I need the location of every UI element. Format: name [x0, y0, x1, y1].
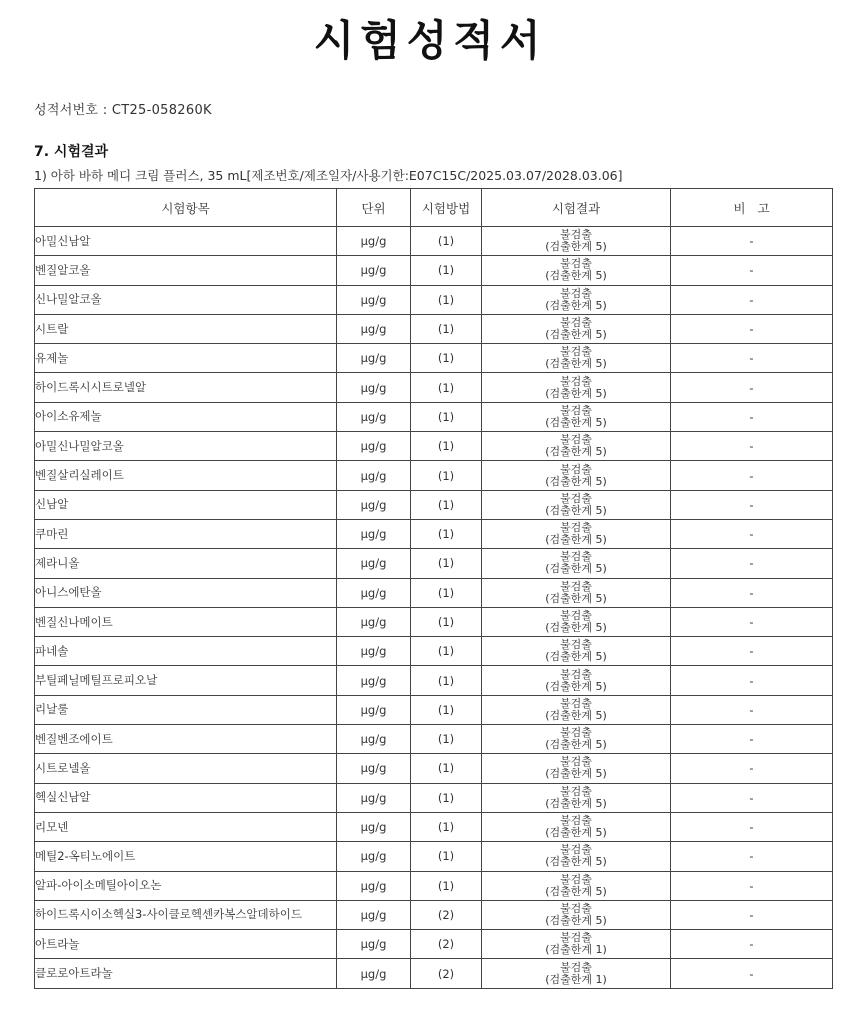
- detection-limit: (검출한계 5): [545, 357, 607, 371]
- unit-cell: μg/g: [337, 930, 411, 959]
- test-item-cell: 아밀신나밀알코올: [35, 432, 337, 461]
- remark-cell: -: [671, 871, 833, 900]
- result-cell: [482, 373, 671, 402]
- table-row: [35, 754, 833, 783]
- method-cell: (1): [411, 373, 482, 402]
- unit-cell: μg/g: [337, 607, 411, 636]
- detection-limit: (검출한계 5): [545, 767, 607, 781]
- result-cell: [482, 725, 671, 754]
- header-result: 시험결과: [482, 189, 671, 227]
- method-cell: (1): [411, 256, 482, 285]
- table-row: [35, 959, 833, 988]
- result-value: 불검출: [560, 843, 592, 857]
- result-cell: [482, 578, 671, 607]
- result-value: 불검출: [560, 784, 592, 798]
- method-cell: (1): [411, 490, 482, 519]
- result-cell: [482, 666, 671, 695]
- unit-cell: μg/g: [337, 461, 411, 490]
- method-cell: (1): [411, 344, 482, 373]
- unit-cell: μg/g: [337, 432, 411, 461]
- detection-limit: (검출한계 5): [545, 621, 607, 634]
- remark-cell: -: [671, 344, 833, 373]
- result-value: 불검출: [560, 726, 592, 740]
- test-item-cell: 벤질벤조에이트: [35, 725, 337, 754]
- table-row: [35, 871, 833, 900]
- detection-limit: (검출한계 5): [545, 708, 607, 722]
- remark-cell: -: [671, 519, 833, 548]
- detection-limit: (검출한계 5): [545, 503, 607, 517]
- table-row: [35, 783, 833, 812]
- remark-cell: -: [671, 490, 833, 519]
- unit-cell: μg/g: [337, 695, 411, 724]
- result-cell: [482, 695, 671, 724]
- table-row: [35, 256, 833, 285]
- section-title: 7. 시험결과: [34, 144, 109, 160]
- method-cell: (1): [411, 783, 482, 812]
- header-method: 시험방법: [411, 189, 482, 227]
- detection-limit: (검출한계 5): [545, 445, 607, 459]
- method-cell: (1): [411, 666, 482, 695]
- test-item-cell: 알파-아이소메틸아이오논: [35, 871, 337, 900]
- result-cell: [482, 402, 671, 431]
- detection-limit: (검출한계 5): [545, 328, 607, 342]
- detection-limit: (검출한계 1): [545, 972, 607, 986]
- table-row: [35, 930, 833, 959]
- remark-cell: -: [671, 812, 833, 841]
- result-value: 불검출: [560, 521, 592, 535]
- unit-cell: μg/g: [337, 637, 411, 666]
- test-item-cell: 아니스에탄올: [35, 578, 337, 607]
- remark-cell: -: [671, 432, 833, 461]
- header-unit: 단위: [337, 189, 411, 227]
- detection-limit: (검출한계 5): [545, 913, 607, 927]
- product-line: 1) 아하 바하 메디 크림 플러스, 35 mL[제조번호/제조일자/사용기한:E07C15C/2025.03.07/2028.03.06]: [34, 168, 623, 183]
- table-row: [35, 432, 833, 461]
- unit-cell: μg/g: [337, 666, 411, 695]
- remark-cell: -: [671, 461, 833, 490]
- result-value: 불검출: [560, 609, 592, 622]
- result-cell: [482, 871, 671, 900]
- test-item-cell: 쿠마린: [35, 519, 337, 548]
- test-item-cell: 파네솔: [35, 637, 337, 666]
- test-item-cell: 하이드록시이소헥실3-사이클로헥센카복스알데하이드: [35, 900, 337, 929]
- test-item-cell: 리날룰: [35, 695, 337, 724]
- unit-cell: μg/g: [337, 783, 411, 812]
- table-row: [35, 549, 833, 578]
- remark-cell: -: [671, 227, 833, 256]
- result-value: 불검출: [560, 374, 592, 388]
- test-item-cell: 하이드록시시트로넬알: [35, 373, 337, 402]
- test-item-cell: 제라니올: [35, 549, 337, 578]
- remark-cell: -: [671, 725, 833, 754]
- test-item-cell: 벤질살리실레이트: [35, 461, 337, 490]
- unit-cell: μg/g: [337, 227, 411, 256]
- method-cell: (1): [411, 227, 482, 256]
- unit-cell: μg/g: [337, 344, 411, 373]
- table-row: [35, 666, 833, 695]
- test-item-cell: 클로로아트라놀: [35, 959, 337, 988]
- unit-cell: μg/g: [337, 402, 411, 431]
- result-cell: [482, 490, 671, 519]
- result-cell: [482, 637, 671, 666]
- remark-cell: -: [671, 695, 833, 724]
- document-title: 시험성적서: [313, 16, 547, 65]
- result-value: 불검출: [560, 931, 592, 945]
- table-row: [35, 607, 833, 636]
- remark-cell: -: [671, 607, 833, 636]
- remark-cell: -: [671, 637, 833, 666]
- remark-cell: -: [671, 930, 833, 959]
- test-item-cell: 시트랄: [35, 314, 337, 343]
- header-item: 시험항목: [35, 189, 337, 227]
- method-cell: (2): [411, 930, 482, 959]
- detection-limit: (검출한계 5): [545, 298, 607, 312]
- test-item-cell: 벤질알코올: [35, 256, 337, 285]
- detection-limit: (검출한계 5): [545, 474, 607, 488]
- unit-cell: μg/g: [337, 519, 411, 548]
- remark-cell: -: [671, 373, 833, 402]
- result-value: 불검출: [560, 316, 592, 330]
- result-cell: [482, 519, 671, 548]
- unit-cell: μg/g: [337, 578, 411, 607]
- table-row: [35, 344, 833, 373]
- detection-limit: (검출한계 5): [545, 826, 607, 840]
- table-row: [35, 314, 833, 343]
- result-cell: [482, 461, 671, 490]
- result-value: 불검출: [560, 638, 592, 652]
- unit-cell: μg/g: [337, 725, 411, 754]
- test-item-cell: 아이소유제놀: [35, 402, 337, 431]
- remark-cell: -: [671, 402, 833, 431]
- result-cell: [482, 754, 671, 783]
- result-cell: [482, 959, 671, 988]
- result-value: 불검출: [560, 667, 592, 681]
- results-table: [34, 188, 833, 989]
- detection-limit: (검출한계 5): [545, 415, 607, 429]
- method-cell: (1): [411, 871, 482, 900]
- table-row: [35, 227, 833, 256]
- result-value: 불검출: [560, 257, 592, 271]
- detection-limit: (검출한계 5): [545, 796, 607, 810]
- result-value: 불검출: [560, 491, 592, 505]
- header-remark: 비 고: [671, 189, 833, 227]
- remark-cell: -: [671, 285, 833, 314]
- result-cell: [482, 783, 671, 812]
- method-cell: (1): [411, 314, 482, 343]
- result-value: 불검출: [560, 696, 592, 710]
- method-cell: (1): [411, 607, 482, 636]
- method-cell: (1): [411, 402, 482, 431]
- result-value: 불검출: [560, 814, 592, 828]
- result-value: 불검출: [560, 228, 592, 242]
- test-item-cell: 리모넨: [35, 812, 337, 841]
- detection-limit: (검출한계 5): [545, 738, 607, 752]
- method-cell: (1): [411, 519, 482, 548]
- method-cell: (1): [411, 432, 482, 461]
- detection-limit: (검출한계 5): [545, 884, 607, 898]
- certificate-number: 성적서번호 : CT25-058260K: [34, 103, 212, 118]
- method-cell: (2): [411, 900, 482, 929]
- remark-cell: -: [671, 900, 833, 929]
- result-cell: [482, 549, 671, 578]
- result-cell: [482, 227, 671, 256]
- unit-cell: μg/g: [337, 314, 411, 343]
- result-value: 불검출: [560, 403, 592, 417]
- result-cell: [482, 812, 671, 841]
- detection-limit: (검출한계 5): [545, 855, 607, 869]
- unit-cell: μg/g: [337, 871, 411, 900]
- detection-limit: (검출한계 5): [545, 386, 607, 400]
- method-cell: (1): [411, 549, 482, 578]
- method-cell: (1): [411, 754, 482, 783]
- remark-cell: -: [671, 666, 833, 695]
- test-item-cell: 벤질신나메이트: [35, 607, 337, 636]
- table-row: [35, 285, 833, 314]
- result-cell: [482, 900, 671, 929]
- method-cell: (1): [411, 285, 482, 314]
- result-value: 불검출: [560, 755, 592, 769]
- unit-cell: μg/g: [337, 754, 411, 783]
- method-cell: (1): [411, 812, 482, 841]
- table-row: [35, 402, 833, 431]
- test-item-cell: 메틸2-옥티노에이트: [35, 842, 337, 871]
- table-row: [35, 373, 833, 402]
- method-cell: (1): [411, 637, 482, 666]
- result-value: 불검출: [560, 462, 592, 476]
- result-cell: [482, 344, 671, 373]
- unit-cell: μg/g: [337, 842, 411, 871]
- table-row: [35, 578, 833, 607]
- table-row: [35, 695, 833, 724]
- detection-limit: (검출한계 5): [545, 591, 607, 605]
- method-cell: (1): [411, 695, 482, 724]
- remark-cell: -: [671, 783, 833, 812]
- remark-cell: -: [671, 314, 833, 343]
- test-item-cell: 신남알: [35, 490, 337, 519]
- result-cell: [482, 314, 671, 343]
- result-value: 불검출: [560, 550, 592, 564]
- remark-cell: -: [671, 754, 833, 783]
- unit-cell: μg/g: [337, 959, 411, 988]
- method-cell: (1): [411, 842, 482, 871]
- unit-cell: μg/g: [337, 373, 411, 402]
- table-row: [35, 490, 833, 519]
- result-cell: [482, 285, 671, 314]
- detection-limit: (검출한계 5): [545, 679, 607, 693]
- method-cell: (1): [411, 461, 482, 490]
- remark-cell: -: [671, 578, 833, 607]
- test-item-cell: 부틸페닐메틸프로피오날: [35, 666, 337, 695]
- table-row: [35, 519, 833, 548]
- unit-cell: μg/g: [337, 256, 411, 285]
- result-cell: [482, 930, 671, 959]
- table-row: [35, 461, 833, 490]
- result-cell: [482, 842, 671, 871]
- result-value: 불검출: [560, 579, 592, 593]
- unit-cell: μg/g: [337, 285, 411, 314]
- test-item-cell: 시트로넬올: [35, 754, 337, 783]
- remark-cell: -: [671, 959, 833, 988]
- detection-limit: (검출한계 1): [545, 943, 607, 957]
- result-cell: [482, 607, 671, 636]
- result-value: 불검출: [560, 901, 592, 915]
- table-row: [35, 812, 833, 841]
- result-cell: [482, 432, 671, 461]
- result-value: 불검출: [560, 433, 592, 447]
- test-item-cell: 아밀신남알: [35, 227, 337, 256]
- result-value: 불검출: [560, 872, 592, 886]
- table-row: [35, 637, 833, 666]
- detection-limit: (검출한계 5): [545, 650, 607, 664]
- method-cell: (1): [411, 725, 482, 754]
- unit-cell: μg/g: [337, 812, 411, 841]
- test-item-cell: 아트라놀: [35, 930, 337, 959]
- result-value: 불검출: [560, 286, 592, 300]
- result-value: 불검출: [560, 960, 592, 974]
- result-cell: [482, 256, 671, 285]
- method-cell: (1): [411, 578, 482, 607]
- unit-cell: μg/g: [337, 549, 411, 578]
- method-cell: (2): [411, 959, 482, 988]
- remark-cell: -: [671, 256, 833, 285]
- result-value: 불검출: [560, 345, 592, 359]
- remark-cell: -: [671, 842, 833, 871]
- table-row: [35, 900, 833, 929]
- test-item-cell: 헥실신남알: [35, 783, 337, 812]
- remark-cell: -: [671, 549, 833, 578]
- detection-limit: (검출한계 5): [545, 533, 607, 547]
- header-row: [35, 189, 833, 227]
- test-item-cell: 유제놀: [35, 344, 337, 373]
- test-item-cell: 신나밀알코올: [35, 285, 337, 314]
- detection-limit: (검출한계 5): [545, 240, 607, 254]
- detection-limit: (검출한계 5): [545, 562, 607, 576]
- table-row: [35, 725, 833, 754]
- table-row: [35, 842, 833, 871]
- results-body: [35, 227, 833, 989]
- unit-cell: μg/g: [337, 900, 411, 929]
- unit-cell: μg/g: [337, 490, 411, 519]
- detection-limit: (검출한계 5): [545, 269, 607, 283]
